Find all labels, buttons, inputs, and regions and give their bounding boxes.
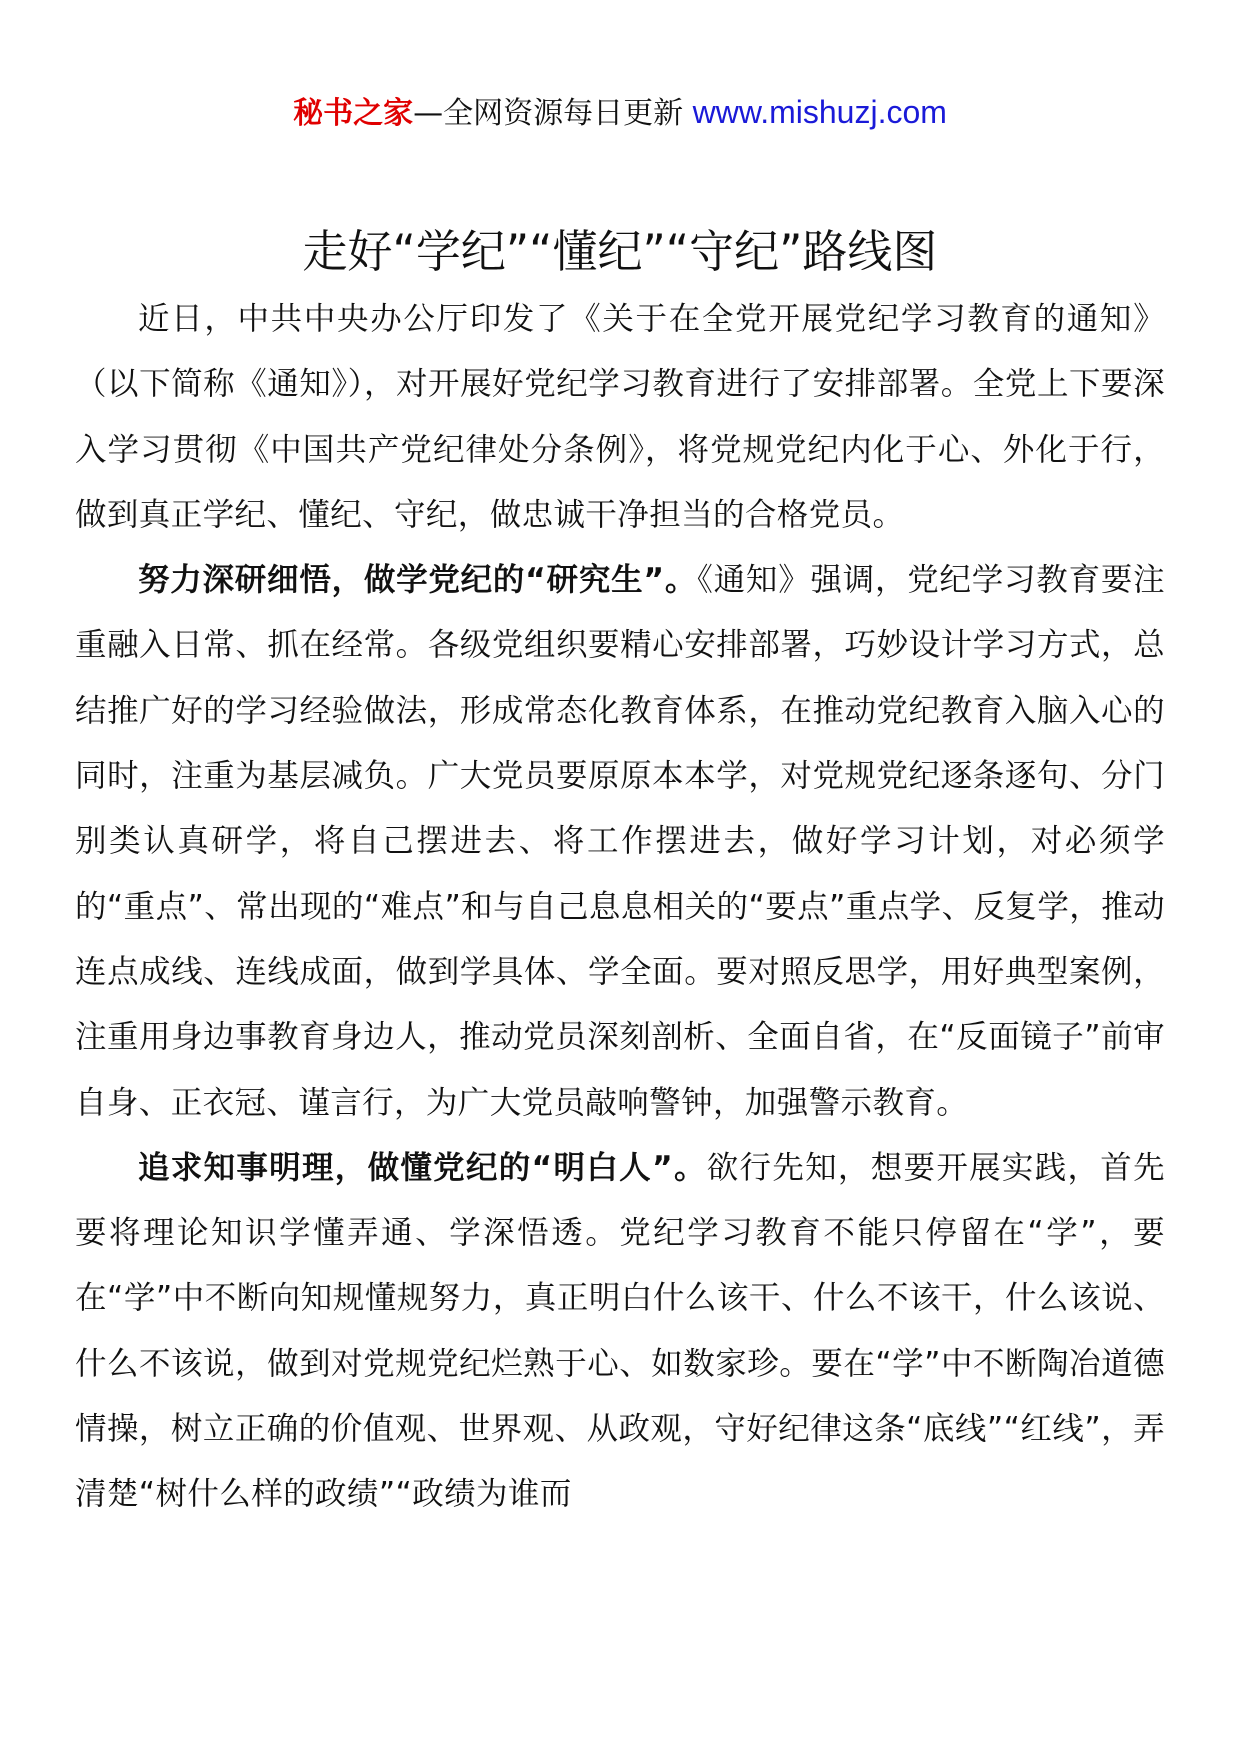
document-body	[75, 287, 1165, 1528]
brand-name: 秘书之家	[293, 96, 414, 131]
site-header	[0, 92, 1240, 134]
document-title: 走好“学纪”“懂纪”“守纪”路线图	[302, 225, 938, 278]
paragraph-text: 欲行先知，想要开展实践，首先要将理论知识学懂弄通、学深悟透。党纪学习教育不能只停留在“学”，要在“学”中不断向知规懂规努力，真正明白什么该干、什么不该干，什么该说、什么不该说，做到对党规党纪烂熟于心、如数家珍。要在“学”中不断陶冶道德情操，树立正确的价值观、世界观、从政观，守好纪律这条“底线”“红线”，弄清楚“树什么样的政绩”“政绩为谁而	[75, 1149, 1166, 1513]
paragraph-lead: 努力深研细悟，做学党纪的“研究生”。	[138, 562, 698, 599]
header-tagline: —全网资源每日更新	[413, 96, 684, 131]
paragraph-intro	[75, 287, 1165, 548]
paragraph-text: 《通知》强调，党纪学习教育要注重融入日常、抓在经常。各级党组织要精心安排部署，巧妙设计学习方式，总结推广好的学习经验做法，形成常态化教育体系，在推动党纪教育入脑入心的同时，注重为基层减负。广大党员要原原本本学，对党规党纪逐条逐句、分门别类认真研学，将自己摆进去、将工作摆进去，做好学习计划，对必须学的“重点”、常出现的“难点”和与自己息息相关的“要点”重点学、反复学，推动连点成线、连线成面，做到学具体、学全面。要对照反思学，用好典型案例，注重用身边事教育身边人，推动党员深刻剖析、全面自省，在“反面镜子”前审自身、正衣冠、谨言行，为广大党员敲响警钟，加强警示教育。	[75, 562, 1165, 1121]
paragraph-text: 近日，中共中央办公厅印发了《关于在全党开展党纪学习教育的通知》（以下简称《通知》），对开展好党纪学习教育进行了安排部署。全党上下要深入学习贯彻《中国共产党纪律处分条例》，将党规党纪内化于心、外化于行，做到真正学纪、懂纪、守纪，做忠诚干净担当的合格党员。	[75, 301, 1165, 533]
paragraph-lead: 追求知事明理，做懂党纪的“明白人”。	[138, 1149, 707, 1186]
paragraph-study	[75, 548, 1165, 1136]
paragraph-understand	[75, 1136, 1165, 1528]
site-url-link[interactable]: www.mishuzj.com	[692, 94, 947, 130]
